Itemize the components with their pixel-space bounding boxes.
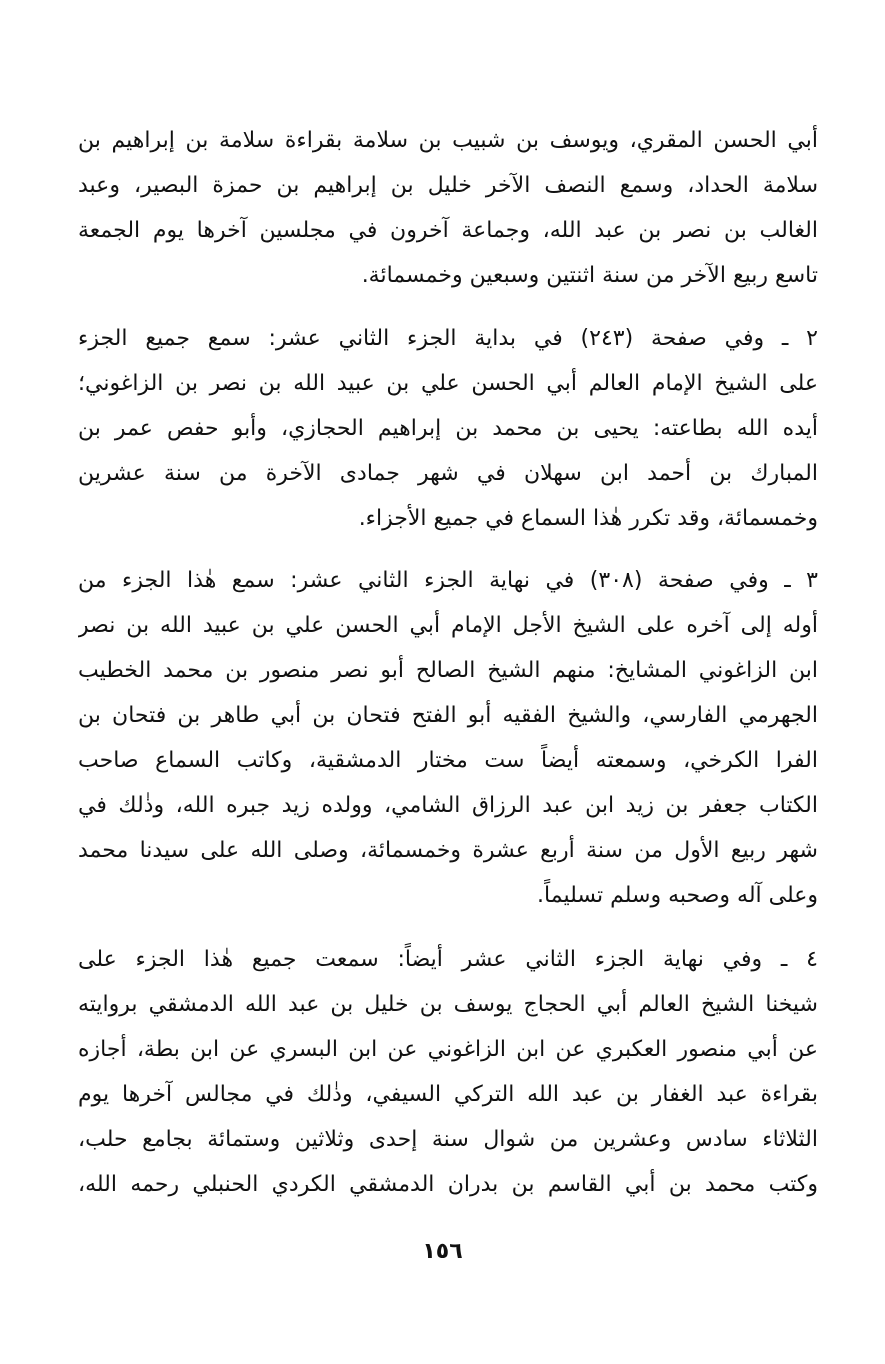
text-line: على الشيخ الإمام العالم أبي الحسن علي بن عبيد الله بن نصر بن الزاغوني؛ bbox=[78, 371, 818, 396]
text-line: بقراءة عبد الغفار بن عبد الله التركي السيفي، وذٰلك في مجالس آخرها يوم bbox=[78, 1082, 818, 1107]
text-line: ٤ ـ وفي نهاية الجزء الثاني عشر أيضاً: سمعت جميع هٰذا الجزء على bbox=[78, 947, 818, 972]
text-line: أيده الله بطاعته: يحيى بن محمد بن إبراهيم الحجازي، وأبو حفص عمر بن bbox=[78, 416, 818, 441]
paragraph-3 bbox=[78, 558, 818, 918]
text-line: تاسع ربيع الآخر من سنة اثنتين وسبعين وخمسمائة. bbox=[361, 263, 818, 288]
text-line: ابن الزاغوني المشايخ: منهم الشيخ الصالح أبو نصر منصور بن محمد الخطيب bbox=[78, 658, 818, 683]
text-line: شيخنا الشيخ العالم أبي الحجاج يوسف بن خليل بن عبد الله الدمشقي بروايته bbox=[78, 992, 818, 1017]
text-line: الفرا الكرخي، وسمعته أيضاً ست مختار الدمشقية، وكاتب السماع صاحب bbox=[78, 748, 818, 773]
text-line: الجهرمي الفارسي، والشيخ الفقيه أبو الفتح فتحان بن أبي طاهر بن فتحان بن bbox=[78, 703, 818, 728]
text-line: أبي الحسن المقري، ويوسف بن شبيب بن سلامة بقراءة سلامة بن إبراهيم بن bbox=[78, 128, 818, 153]
text-line: أوله إلى آخره على الشيخ الأجل الإمام أبي الحسن علي بن عبيد الله بن نصر bbox=[78, 613, 818, 638]
text-line: عن أبي منصور العكبري عن ابن الزاغوني عن ابن البسري عن ابن بطة، أجازه bbox=[78, 1037, 818, 1062]
text-line: شهر ربيع الأول من سنة أربع عشرة وخمسمائة، وصلى الله على سيدنا محمد bbox=[78, 838, 818, 863]
text-line: المبارك بن أحمد ابن سهلان في شهر جمادى الآخرة من سنة عشرين bbox=[78, 461, 818, 486]
text-line: وخمسمائة، وقد تكرر هٰذا السماع في جميع الأجزاء. bbox=[358, 506, 818, 531]
page-number: ١٥٦ bbox=[422, 1239, 463, 1264]
text-line: الثلاثاء سادس وعشرين من شوال سنة إحدى وثلاثين وستمائة بجامع حلب، bbox=[78, 1127, 818, 1152]
text-line: سلامة الحداد، وسمع النصف الآخر خليل بن إبراهيم بن حمزة البصير، وعبد bbox=[78, 173, 818, 198]
text-line: ٢ ـ وفي صفحة (٢٤٣) في بداية الجزء الثاني عشر: سمع جميع الجزء bbox=[78, 326, 818, 351]
text-line: وكتب محمد بن أبي القاسم بن بدران الدمشقي الكردي الحنبلي رحمه الله، bbox=[78, 1172, 818, 1197]
text-line: وعلى آله وصحبه وسلم تسليماً. bbox=[537, 883, 818, 908]
paragraph-4 bbox=[78, 937, 818, 1207]
text-line: ٣ ـ وفي صفحة (٣٠٨) في نهاية الجزء الثاني عشر: سمع هٰذا الجزء من bbox=[78, 568, 818, 593]
paragraph-2 bbox=[78, 316, 818, 541]
paragraph-1 bbox=[78, 118, 818, 298]
text-line: الكتاب جعفر بن زيد ابن عبد الرزاق الشامي، وولده زيد جبره الله، وذٰلك في bbox=[78, 793, 818, 818]
text-line: الغالب بن نصر بن عبد الله، وجماعة آخرون في مجلسين آخرها يوم الجمعة bbox=[78, 218, 818, 243]
